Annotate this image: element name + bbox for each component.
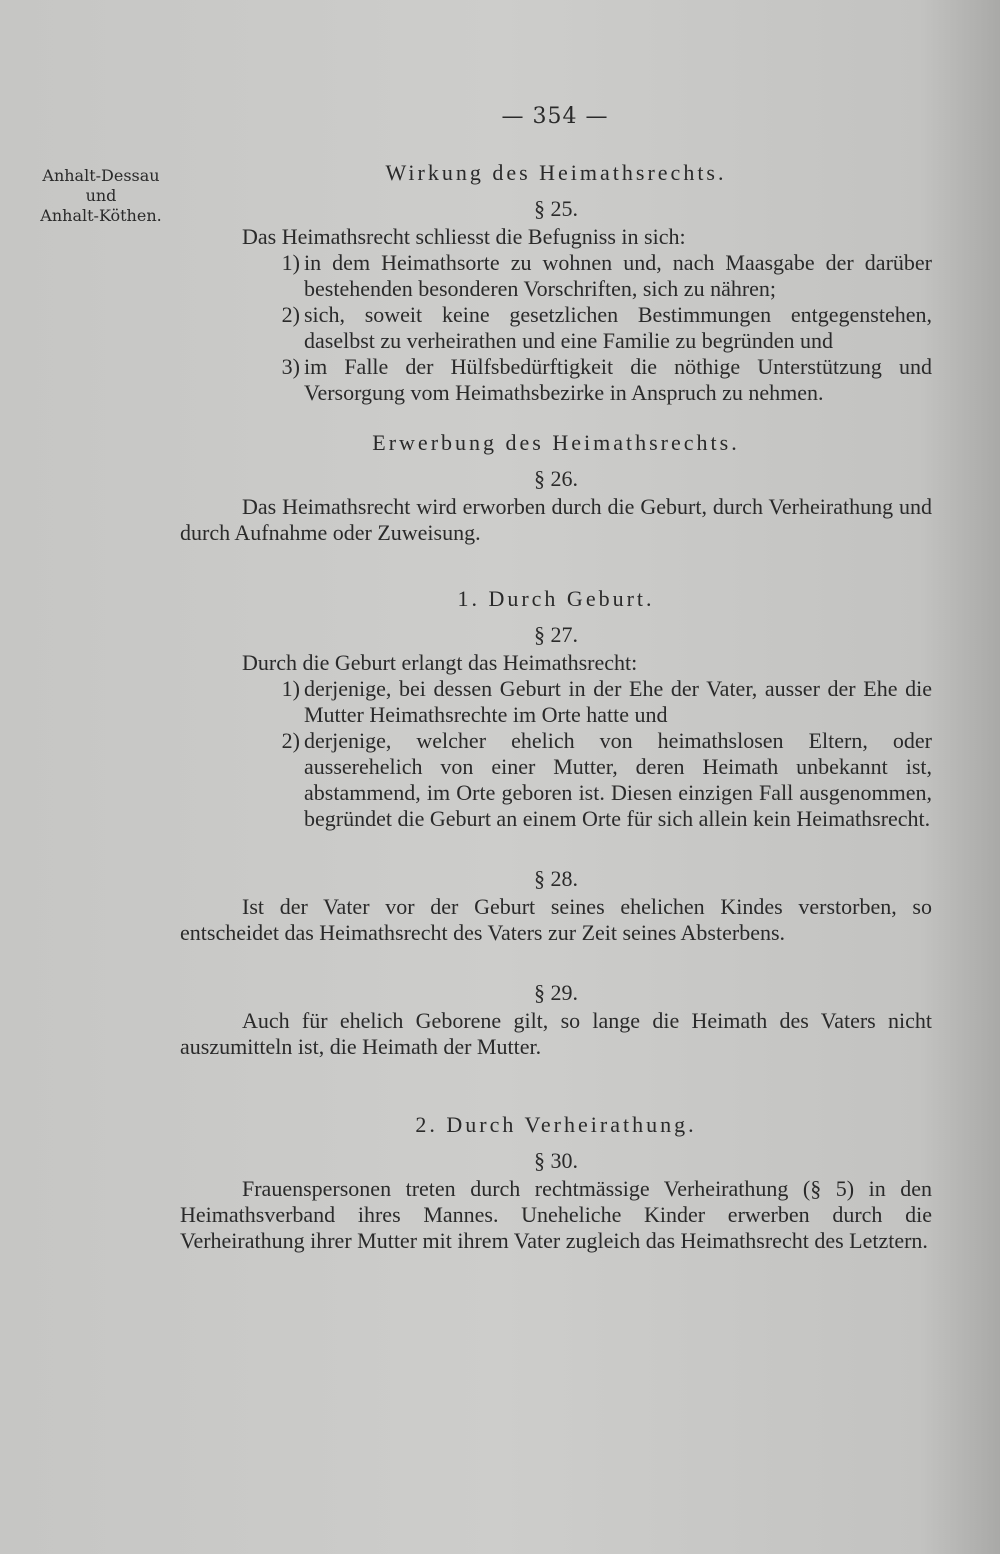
- paragraph-28: Ist der Vater vor der Geburt seines ehelichen Kindes verstorben, so entscheidet das Heimathsrecht des Vaters zur Zeit seines Absterbens.: [180, 894, 932, 945]
- paragraph-27-intro: Durch die Geburt erlangt das Heimathsrecht:: [242, 650, 638, 675]
- section-29: § 29.: [534, 980, 578, 1005]
- list-item: [180, 250, 932, 302]
- list-text: in dem Heimathsorte zu wohnen und, nach Maasgabe der darüber bestehenden besonderen Vorschriften, sich zu nähren;: [304, 250, 932, 301]
- page-number: — 354 —: [501, 104, 609, 129]
- heading-durch-verheirathung: 2. Durch Verheirathung.: [415, 1112, 697, 1137]
- list-item: [180, 354, 932, 406]
- list-item: [180, 728, 932, 832]
- list-item: [180, 302, 932, 354]
- margin-note: [20, 166, 182, 226]
- paragraph-30: Frauenspersonen treten durch rechtmässige Verheirathung (§ 5) in den Heimathsverband ihres Mannes. Uneheliche Kinder erwerben durch die Verheirathung ihrer Mutter mit ihrem Vater zugleich das Heimathsrecht des Letztern.: [180, 1176, 932, 1253]
- section-27: § 27.: [534, 622, 578, 647]
- list-27: [180, 676, 932, 832]
- paragraph-26: Das Heimathsrecht wird erworben durch die Geburt, durch Verheirathung und durch Aufnahme oder Zuweisung.: [180, 494, 932, 545]
- list-number: 2): [281, 728, 300, 753]
- section-30: § 30.: [534, 1148, 578, 1173]
- paragraph-25-intro: Das Heimathsrecht schliesst die Befugniss in sich:: [242, 224, 686, 249]
- paragraph-29: Auch für ehelich Geborene gilt, so lange die Heimath des Vaters nicht auszumitteln ist, die Heimath der Mutter.: [180, 1008, 932, 1059]
- list-25: [180, 250, 932, 406]
- list-text: sich, soweit keine gesetzlichen Bestimmungen entgegenstehen, daselbst zu verheirathen und eine Familie zu begründen und: [304, 302, 932, 353]
- main-text: [180, 160, 932, 1254]
- list-text: derjenige, welcher ehelich von heimathslosen Eltern, oder ausserehelich von einer Mutter, deren Heimath unbekannt ist, abstammend, im Orte geboren ist. Diesen einzigen Fall ausgenommen, begründet die Geburt an einem Orte für sich allein kein Heimathsrecht.: [304, 728, 932, 831]
- margin-note-line: Anhalt-Köthen.: [40, 206, 162, 225]
- list-text: im Falle der Hülfsbedürftigkeit die nöthige Unterstützung und Versorgung vom Heimathsbezirke in Anspruch zu nehmen.: [304, 354, 932, 405]
- margin-note-line: und: [85, 186, 117, 205]
- list-number: 2): [281, 302, 300, 327]
- margin-note-line: Anhalt-Dessau: [42, 166, 160, 185]
- list-text: derjenige, bei dessen Geburt in der Ehe der Vater, ausser der Ehe die Mutter Heimathsrechte im Orte hatte und: [304, 676, 932, 727]
- section-28: § 28.: [534, 866, 578, 891]
- heading-wirkung: Wirkung des Heimathsrechts.: [385, 160, 727, 185]
- heading-erwerbung: Erwerbung des Heimathsrechts.: [372, 430, 740, 455]
- list-item: [180, 676, 932, 728]
- section-25: § 25.: [534, 196, 578, 221]
- section-26: § 26.: [534, 466, 578, 491]
- list-number: 3): [281, 354, 300, 379]
- list-number: 1): [281, 676, 300, 701]
- list-number: 1): [281, 250, 300, 275]
- heading-durch-geburt: 1. Durch Geburt.: [457, 586, 655, 611]
